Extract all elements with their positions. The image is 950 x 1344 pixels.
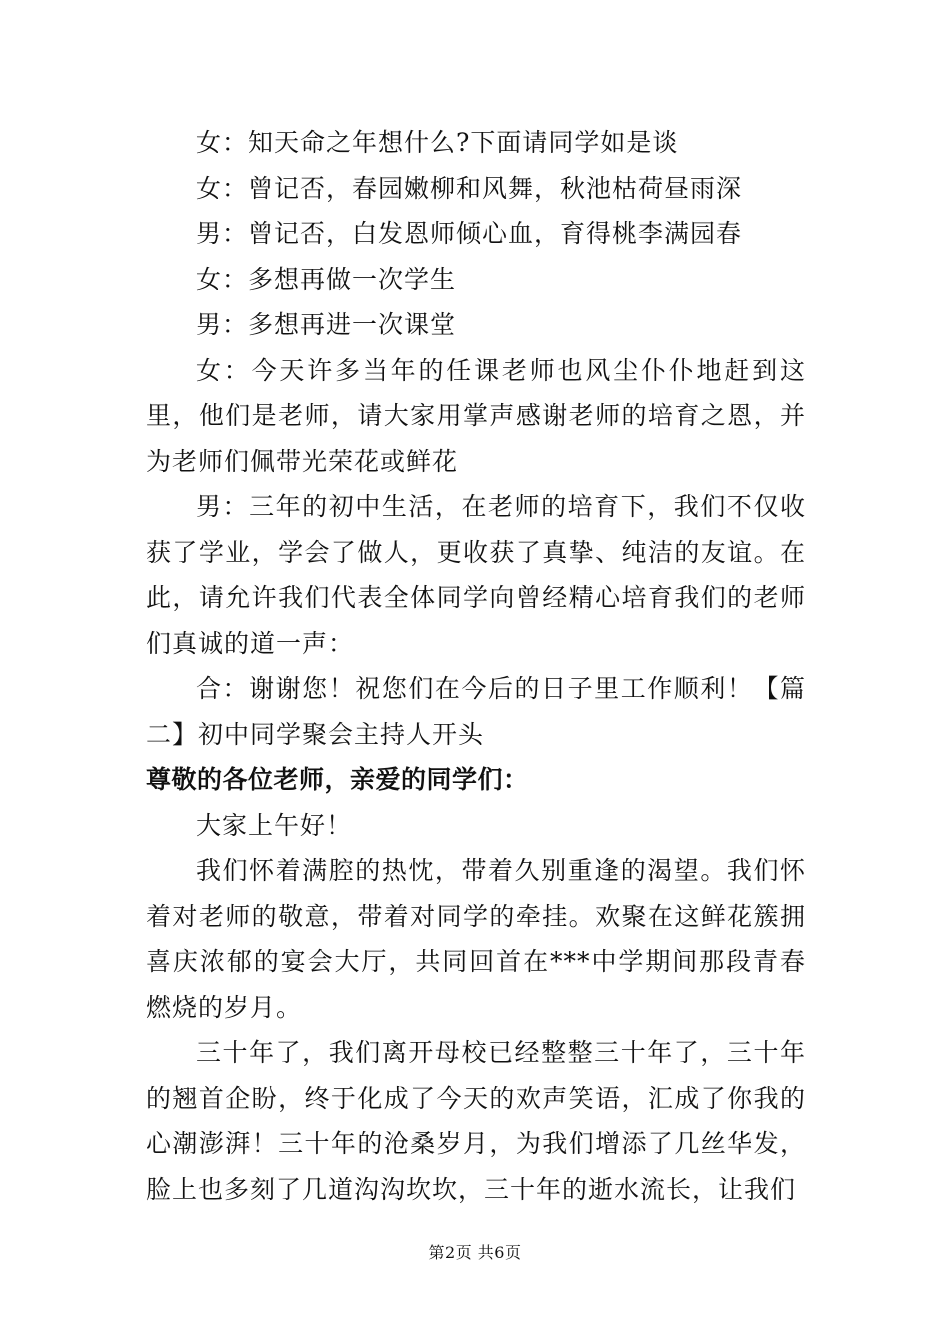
paragraph: 三十年了，我们离开母校已经整整三十年了，三十年的翘首企盼，终于化成了今天的欢声笑语，汇成了你我的心潮澎湃！三十年的沧桑岁月，为我们增添了几丝华发，脸上也多刻了几道沟沟坎坎，三十年的逝水流长，让我们 xyxy=(146,1038,806,1204)
paragraph: 我们怀着满腔的热忱，带着久别重逢的渴望。我们怀着对老师的敬意，带着对同学的牵挂。欢聚在这鲜花簇拥喜庆浓郁的宴会大厅，共同回首在***中学期间那段青春燃烧的岁月。 xyxy=(146,856,806,1022)
document-body xyxy=(146,120,806,1212)
paragraph: 男：多想再进一次课堂 xyxy=(196,310,457,339)
paragraph: 大家上午好！ xyxy=(196,810,353,840)
paragraph: 女：曾记否，春园嫩柳和风舞，秋池枯荷昼雨深 xyxy=(196,173,743,203)
paragraph: 女：多想再做一次学生 xyxy=(196,264,457,294)
page-number-footer: 第2页 共6页 xyxy=(428,1243,522,1262)
paragraph: 合：谢谢您！祝您们在今后的日子里工作顺利！【篇二】初中同学聚会主持人开头 xyxy=(146,674,806,749)
paragraph: 女：今天许多当年的任课老师也风尘仆仆地赶到这里，他们是老师，请大家用掌声感谢老师的培育之恩，并为老师们佩带光荣花或鲜花 xyxy=(146,355,806,476)
paragraph: 女：知天命之年想什么?下面请同学如是谈 xyxy=(196,128,679,157)
paragraph: 男：三年的初中生活，在老师的培育下，我们不仅收获了学业，学会了做人，更收获了真挚、纯洁的友谊。在此，请允许我们代表全体同学向曾经精心培育我们的老师们真诚的道一声： xyxy=(146,492,806,658)
salutation-heading: 尊敬的各位老师，亲爱的同学们： xyxy=(146,765,529,794)
paragraph: 男：曾记否，白发恩师倾心血，育得桃李满园春 xyxy=(196,219,743,248)
